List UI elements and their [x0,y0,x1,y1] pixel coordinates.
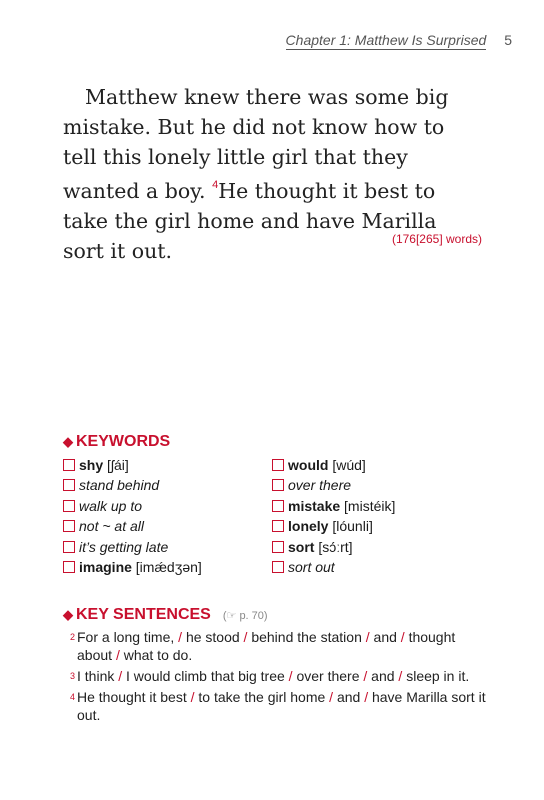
keyword-item [272,475,395,495]
chunk-divider: / [364,689,369,705]
sentence-chunk: and [336,689,361,705]
chapter-title: Chapter 1: Matthew Is Surprised [285,32,487,48]
checkbox-icon[interactable] [63,561,75,573]
chunk-divider: / [400,629,405,645]
sentence-chunk: he stood [185,629,240,645]
word-count: (176[265] words) [391,232,482,246]
page-reference: (☞ p. 70) [222,610,268,622]
chunk-divider: / [329,689,334,705]
keyword-pronunciation: [mistéik] [344,497,396,514]
keyword-word: would [288,457,329,473]
checkbox-icon[interactable] [272,541,284,553]
diamond-icon: ◆ [63,607,73,622]
keyword-item [63,516,202,536]
chunk-divider: / [118,668,123,684]
keyword-word: lonely [288,518,329,535]
checkbox-icon[interactable] [63,541,75,553]
key-sentences-title: KEY SENTENCES [76,606,211,623]
keywords-heading [63,433,170,451]
keyword-pronunciation: [lóunli] [332,518,373,535]
keyword-pronunciation: [imǽdʒən] [135,558,202,575]
sentence-chunk: what to do. [123,647,193,663]
keyword-pronunciation: [sɔ́ːrt] [318,538,353,555]
keyword-pronunciation: [wúd] [332,457,366,473]
key-sentence [63,667,493,685]
checkbox-icon[interactable] [272,500,284,512]
sentence-chunk: behind the station [251,629,362,645]
keyword-item [63,475,202,495]
keyword-pronunciation: [ʃái] [107,457,129,473]
keyword-word: it’s getting late [79,538,169,555]
keyword-item [63,537,202,557]
page-number: 5 [504,32,512,48]
checkbox-icon[interactable] [272,520,284,532]
chunk-divider: / [363,668,368,684]
checkbox-icon[interactable] [272,459,284,471]
key-sentences-list [63,628,493,727]
keywords-title: KEYWORDS [76,433,171,450]
chunk-divider: / [288,668,293,684]
keywords-right-column [272,455,395,577]
keyword-item [272,537,395,557]
key-sentences-heading [63,606,268,624]
keyword-word: over there [288,477,352,494]
running-header [286,32,512,48]
sentence-number: 3 [69,671,75,681]
story-text: Matthew knew there was some big mistake. But he did not know how to tell this lonely little girl that they wanted a boy. [63,85,449,203]
checkbox-icon[interactable] [63,500,75,512]
sentence-chunk: and [371,668,395,684]
checkbox-icon[interactable] [63,459,75,471]
sentence-chunk: over there [296,668,360,684]
key-sentence [63,688,493,724]
keyword-word: imagine [79,558,132,575]
sentence-chunk: He thought it best [77,689,187,705]
sentence-chunk: and [373,629,397,645]
keyword-item [63,496,202,516]
story-text-2: He thought it best to take the girl home and have Marilla sort it out. [63,178,437,263]
chunk-divider: / [115,647,120,663]
checkbox-icon[interactable] [272,561,284,573]
keyword-word: shy [79,457,104,473]
note-marker: 4 [212,179,219,191]
keyword-word: not ~ at all [79,518,144,535]
sentence-chunk: I think [77,668,115,684]
checkbox-icon[interactable] [272,479,284,491]
sentence-chunk: sleep in it. [406,668,470,684]
keyword-item [272,455,395,475]
sentence-chunk: I would climb that big tree [126,668,285,684]
chunk-divider: / [178,629,183,645]
sentence-chunk: to take the girl home [198,689,326,705]
chunk-divider: / [243,629,248,645]
keywords-left-column [63,455,202,577]
chunk-divider: / [190,689,195,705]
sentence-chunk: thought about [77,629,456,663]
keyword-item [272,557,395,577]
checkbox-icon[interactable] [63,479,75,491]
keyword-word: sort out [288,558,335,575]
keyword-word: mistake [288,497,341,514]
sentence-chunk: For a long time, [77,629,175,645]
keyword-word: walk up to [79,497,143,514]
diamond-icon: ◆ [63,434,73,449]
sentence-number: 2 [69,632,75,642]
keyword-item [63,557,202,577]
keyword-item [272,516,395,536]
keyword-word: sort [288,538,315,555]
chunk-divider: / [365,629,370,645]
keyword-word: stand behind [79,477,160,494]
sentence-chunk: have Marilla sort it out. [77,689,486,723]
sentence-number: 4 [69,692,75,702]
chunk-divider: / [398,668,403,684]
key-sentence [63,628,493,664]
keyword-item [63,455,202,475]
checkbox-icon[interactable] [63,520,75,532]
keyword-item [272,496,395,516]
